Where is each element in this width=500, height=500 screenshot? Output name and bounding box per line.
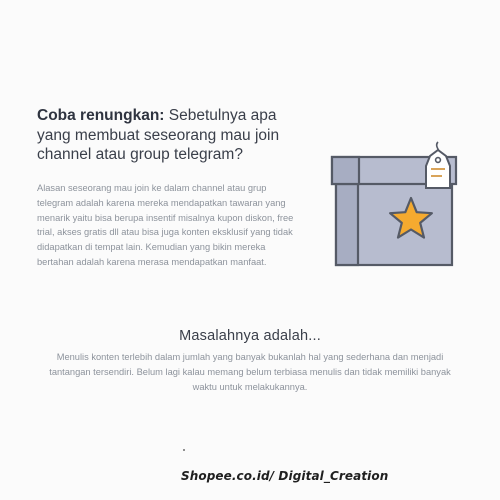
divider-dot bbox=[183, 449, 185, 451]
watermark: Shopee.co.id/ Digital_Creation bbox=[181, 469, 389, 483]
intro-heading-rest: Sebetulnya apa yang membuat seseorang mau join channel atau group telegram? bbox=[37, 107, 280, 163]
intro-heading-lead: Coba renungkan: bbox=[37, 107, 165, 124]
gift-box-star-icon bbox=[322, 136, 472, 276]
problem-paragraph: Menulis konten terlebih dalam jumlah yang banyak bukanlah hal yang sederhana dan menjadi tantangan tersendiri. Belum lagi kalau memang belum terbiasa menulis dan tidak memiliki banyak waktu untuk melakukannya. bbox=[49, 352, 451, 392]
intro-heading bbox=[37, 106, 307, 165]
intro-paragraph: Alasan seseorang mau join ke dalam channel atau grup telegram adalah karena mereka mendapatkan tawaran yang menarik yaitu bisa berupa insentif misalnya kupon diskon, free trial, akses gratis dll atau bisa juga konten eksklusif yang tidak didapatkan di tempat lain. Kemudian yang bikin mereka bertahan adalah karena merasa mendapatkan manfaat. bbox=[37, 183, 294, 267]
problem-heading: Masalahnya adalah... bbox=[179, 328, 321, 344]
